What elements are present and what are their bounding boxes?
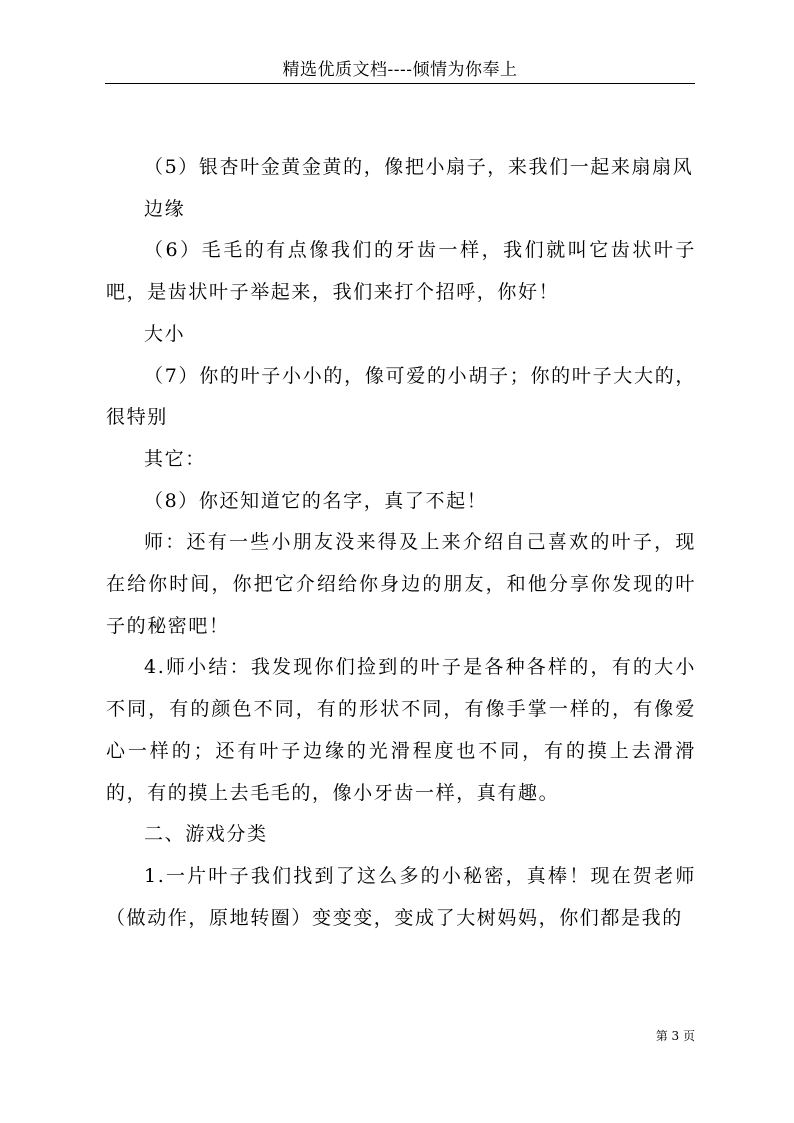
paragraph-teacher-summary: 4.师小结：我发现你们捡到的叶子是各种各样的，有的大小不同，有的颜色不同，有的形状不同，有像手掌一样的，有像爱心一样的；还有叶子边缘的光滑程度也不同，有的摸上去滑滑的，有的摸上去毛毛的，像小牙齿一样，真有趣。 (106, 656, 696, 804)
paragraph-leaf-name: （8）你还知道它的名字，真了不起！ (144, 489, 488, 512)
paragraph-game-intro: 1.一片叶子我们找到了这么多的小秘密，真棒！现在贺老师（做动作，原地转圈）变变变，变成了大树妈妈，你们都是我的 (106, 864, 696, 929)
header-divider (105, 83, 695, 84)
page-number: 第 3 页 (655, 1029, 695, 1043)
heading-edge: 边缘 (144, 197, 186, 220)
paragraph-leaf-size: （7）你的叶子小小的，像可爱的小胡子；你的叶子大大的，很特别 (106, 364, 696, 429)
paragraph-ginkgo-leaf: （5）银杏叶金黄金黄的，像把小扇子，来我们一起来扇扇风 (144, 156, 694, 178)
heading-game-classification: 二、游戏分类 (144, 823, 268, 846)
paragraph-teacher-share: 师：还有一些小朋友没来得及上来介绍自己喜欢的叶子，现在给你时间，你把它介绍给你身边的朋友，和他分享你发现的叶子的秘密吧！ (106, 531, 696, 637)
document-body (106, 147, 696, 939)
page-header: 精选优质文档----倾情为你奉上 (282, 60, 518, 80)
heading-other: 其它： (144, 447, 206, 470)
heading-size: 大小 (144, 322, 186, 345)
paragraph-serrated-leaf: （6）毛毛的有点像我们的牙齿一样，我们就叫它齿状叶子吧，是齿状叶子举起来，我们来打个招呼，你好！ (106, 239, 696, 304)
